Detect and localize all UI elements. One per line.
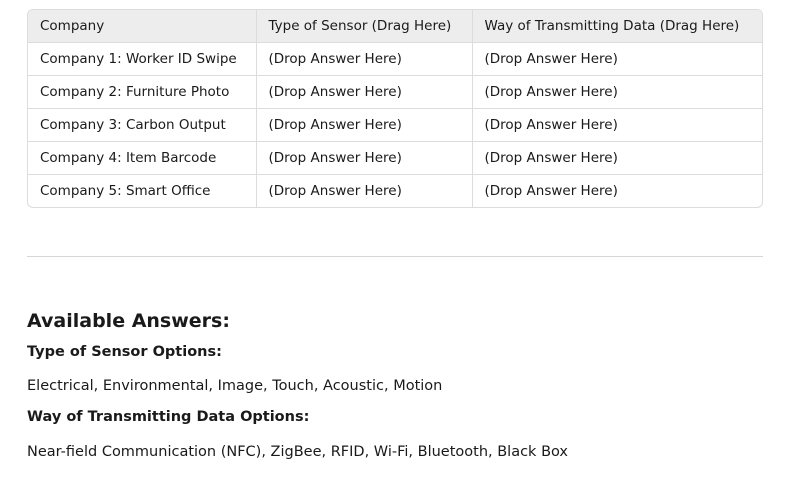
company-cell: Company 1: Worker ID Swipe (28, 43, 256, 76)
company-cell: Company 4: Item Barcode (28, 142, 256, 175)
sensor-options-list: Electrical, Environmental, Image, Touch, Acoustic, Motion (27, 378, 443, 394)
section-divider (27, 256, 763, 257)
table-row (28, 43, 762, 76)
table-row (28, 76, 762, 109)
sensor-options-heading: Type of Sensor Options: (27, 344, 222, 360)
sensor-drop-zone[interactable]: (Drop Answer Here) (256, 142, 472, 175)
sensor-drop-zone[interactable]: (Drop Answer Here) (256, 175, 472, 208)
transmit-options-heading: Way of Transmitting Data Options: (27, 409, 310, 425)
transmit-drop-zone[interactable]: (Drop Answer Here) (484, 183, 618, 199)
transmit-options-list: Near-field Communication (NFC), ZigBee, RFID, Wi-Fi, Bluetooth, Black Box (27, 444, 569, 460)
transmit-drop-zone[interactable]: (Drop Answer Here) (472, 142, 762, 175)
sensor-drop-zone[interactable]: (Drop Answer Here) (256, 43, 472, 76)
table-header-row (28, 10, 762, 43)
header-company: Company (28, 10, 256, 43)
table-row (28, 142, 762, 175)
transmit-drop-zone[interactable]: (Drop Answer Here) (472, 43, 762, 76)
available-answers-title: Available Answers: (27, 310, 230, 332)
matching-table (27, 9, 763, 208)
header-sensor-drop-zone: Type of Sensor (Drag Here) (256, 10, 472, 43)
matching-table-grid (28, 10, 762, 207)
header-transmit-drop-zone: Way of Transmitting Data (Drag Here) (472, 10, 762, 43)
company-cell: Company 5: Smart Office (28, 175, 256, 208)
company-cell: Company 2: Furniture Photo (28, 76, 256, 109)
company-cell: Company 3: Carbon Output (28, 109, 256, 142)
sensor-drop-zone[interactable]: (Drop Answer Here) (256, 109, 472, 142)
page-content (27, 9, 763, 462)
table-row (28, 109, 762, 142)
transmit-drop-zone[interactable]: (Drop Answer Here) (472, 76, 762, 109)
transmit-drop-zone[interactable]: (Drop Answer Here) (472, 109, 762, 142)
table-row (28, 175, 762, 208)
sensor-drop-zone[interactable]: (Drop Answer Here) (256, 76, 472, 109)
